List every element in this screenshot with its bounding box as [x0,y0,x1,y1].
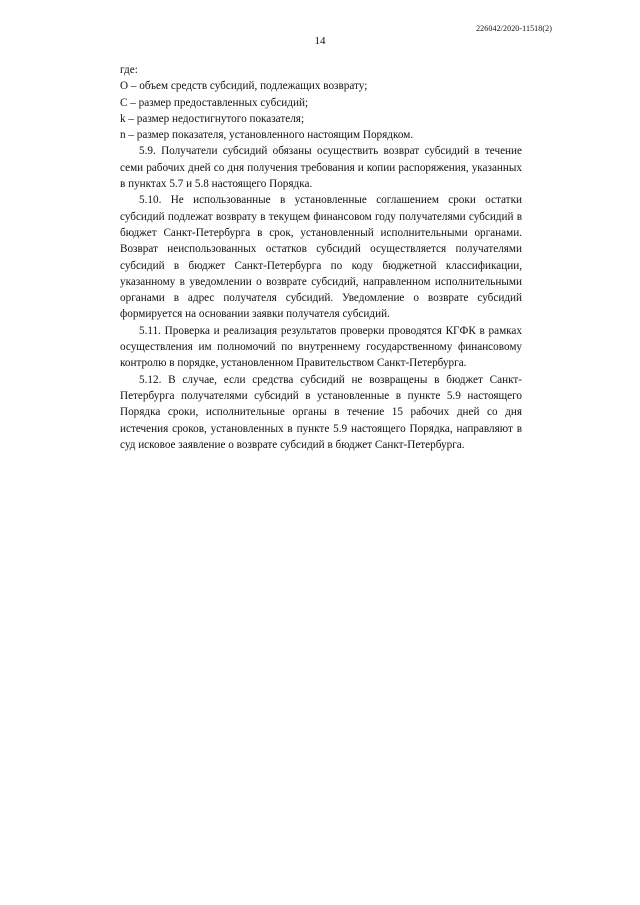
paragraph-5-12: 5.12. В случае, если средства субсидий не возвращены в бюджет Санкт-Петербурга получателями субсидий в установленные в пункте 5.9 настоящего Порядка сроки, исполнительные органы в течение 15 рабочих дней со дня истечения сроков, установленных в пункте 5.9 настоящего Порядка, направляют в суд исковое заявление о возврате субсидий в бюджет Санкт-Петербурга. [120,373,522,451]
paragraph-5-10: 5.10. Не использованные в установленные соглашением сроки остатки субсидий подлежат возврату в текущем финансовом году получателями субсидий в бюджет Санкт-Петербурга в срок, установленный исполнительными органами. Возврат неиспользованных остатков субсидий осуществляется получателями субсидий в бюджет Санкт-Петербурга по коду бюджетной классификации, указанному в уведомлении о возврате субсидий, направленном исполнительными органами в адрес получателя субсидий. Уведомление о возврате субсидий формируется на основании заявки получателя субсидий. [120,194,522,321]
definition-item: C – размер предоставленных субсидий; [120,96,309,109]
document-number: 226042/2020-11518(2) [476,24,552,33]
definition-item: k – размер недостигнутого показателя; [120,112,305,125]
page-number: 14 [314,35,326,47]
definition-item: n – размер показателя, установленного настоящим Порядком. [120,129,414,142]
document-body [120,62,522,453]
paragraph-5-11: 5.11. Проверка и реализация результатов проверки проводятся КГФК в рамках осуществления им полномочий по внутреннему государственному финансовому контролю в порядке, установленном Правительством Санкт-Петербурга. [120,324,522,370]
definition-item: O – объем средств субсидий, подлежащих возврату; [120,80,368,93]
definitions-intro: где: [120,64,138,76]
paragraph-5-9: 5.9. Получатели субсидий обязаны осуществить возврат субсидий в течение семи рабочих дней со дня получения требования и копии распоряжения, указанных в пунктах 5.7 и 5.8 настоящего Порядка. [120,145,522,191]
